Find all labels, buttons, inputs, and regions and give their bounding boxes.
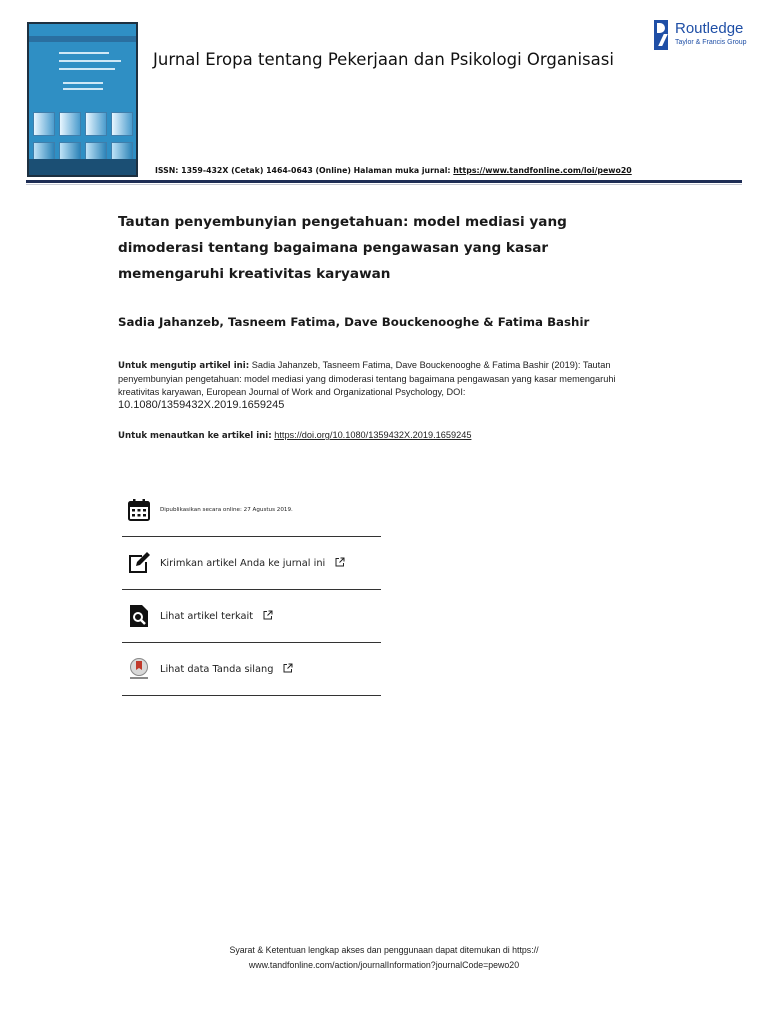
terms-footer	[150, 943, 618, 973]
cover-graphic	[33, 112, 133, 136]
issn-text: ISSN: 1359-432X (Cetak) 1464-0643 (Online) Halaman muka jurnal:	[155, 166, 454, 175]
journal-cover	[27, 22, 138, 177]
citation-block	[118, 359, 618, 412]
external-link-icon	[263, 610, 273, 620]
published-date: Dipublikasikan secara online: 27 Agustus 2019.	[160, 507, 293, 513]
related-articles-link[interactable]	[122, 590, 381, 643]
publisher-logo[interactable]	[654, 20, 750, 52]
calendar-icon	[127, 498, 151, 522]
citation-doi: 10.1080/1359432X.2019.1659245	[118, 399, 285, 411]
document-search-icon	[127, 604, 151, 628]
routledge-logo-icon	[654, 20, 668, 50]
journal-title: Jurnal Eropa tentang Pekerjaan dan Psikologi Organisasi	[153, 50, 614, 69]
external-link-icon	[283, 663, 293, 673]
issn-line	[155, 166, 632, 175]
published-date-row	[122, 484, 381, 537]
publisher-group: Taylor & Francis Group	[675, 39, 747, 46]
terms-line-1: Syarat & Ketentuan lengkap akses dan penggunaan dapat ditemukan di https://	[229, 945, 539, 955]
terms-line-2: www.tandfonline.com/action/journalInformation?journalCode=pewo20	[248, 960, 520, 970]
crossmark-label: Lihat data Tanda silang	[160, 663, 293, 675]
citation-label: Untuk mengutip artikel ini:	[118, 361, 250, 371]
submit-article-label: Kirimkan artikel Anda ke jurnal ini	[160, 557, 345, 569]
article-authors: Sadia Jahanzeb, Tasneem Fatima, Dave Bouckenooghe & Fatima Bashir	[118, 315, 590, 329]
article-link-block	[118, 430, 471, 441]
article-link-label: Untuk menautkan ke artikel ini:	[118, 431, 272, 441]
header-divider	[26, 180, 742, 183]
crossmark-icon	[127, 657, 151, 681]
edit-icon	[127, 551, 151, 575]
article-actions	[122, 484, 381, 696]
journal-homepage-link[interactable]: https://www.tandfonline.com/loi/pewo20	[453, 166, 632, 175]
article-title: Tautan penyembunyian pengetahuan: model mediasi yang dimoderasi tentang bagaimana pengawasan yang kasar memengaruhi kreativitas karyawan	[118, 214, 567, 282]
publisher-name: Routledge	[675, 20, 744, 37]
submit-article-link[interactable]	[122, 537, 381, 590]
related-articles-label: Lihat artikel terkait	[160, 610, 273, 622]
crossmark-link[interactable]	[122, 643, 381, 696]
article-doi-link[interactable]: https://doi.org/10.1080/1359432X.2019.1659245	[274, 430, 472, 440]
citation-text: Sadia Jahanzeb, Tasneem Fatima, Dave Bouckenooghe & Fatima Bashir (2019): Tautan penyembunyian pengetahuan: model mediasi yang dimoderasi tentang bagaimana pengawasan yang kasar memengaruhi kreativitas karyawan, European Journal of Work and Organizational Psychology, DOI:	[118, 360, 616, 397]
external-link-icon	[335, 557, 345, 567]
